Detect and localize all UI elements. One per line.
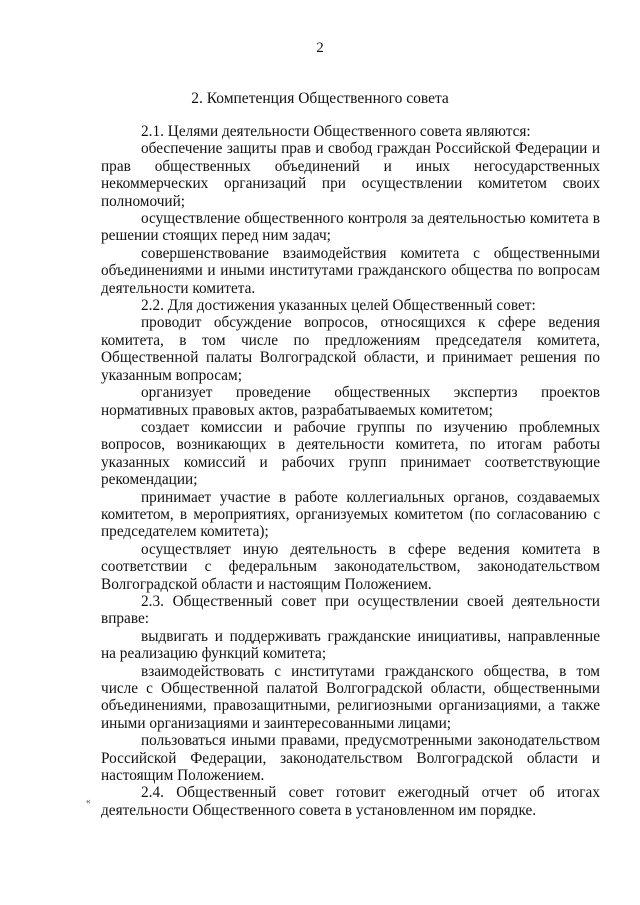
paragraph-other-activity: осуществляет иную деятельность в сфере ведения комитета в соответствии с федеральным законодательством, законодательством Волгоградской области и настоящим Положением.: [101, 540, 600, 593]
paragraph-2-4: 2.4. Общественный совет готовит ежегодный отчет об итогах деятельности Общественного совета в установленном им порядке.: [101, 784, 600, 819]
margin-mark: «: [86, 796, 91, 806]
document-body: [101, 123, 600, 819]
paragraph-2-1: 2.1. Целями деятельности Общественного совета являются:: [141, 123, 531, 140]
paragraph-2-2: 2.2. Для достижения указанных целей Общественный совет:: [141, 297, 536, 315]
paragraph-participation: принимает участие в работе коллегиальных органов, создаваемых комитетом, в мероприятиях, организуемых комитетом (по согласованию с председателем комитета);: [101, 488, 600, 541]
paragraph-goal-interaction: совершенствование взаимодействия комитета с общественными объединениями и иными институтами гражданского общества по вопросам деятельности комитета.: [101, 244, 600, 297]
paragraph-commissions: создает комиссии и рабочие группы по изучению проблемных вопросов, возникающих в деятельности комитета, по итогам работы указанных комиссий и рабочих групп принимает соответствующие рекомендации;: [101, 418, 600, 489]
page-number: 2: [316, 40, 324, 56]
paragraph-expertise: организует проведение общественных экспертиз проектов нормативных правовых актов, разрабатываемых комитетом;: [101, 384, 600, 419]
paragraph-discussion: проводит обсуждение вопросов, относящихся к сфере ведения комитета, в том числе по предложениям председателя комитета, Общественной палаты Волгоградской области, и принимает решения по указанным вопросам;: [101, 314, 600, 384]
paragraph-2-3: 2.3. Общественный совет при осуществлении своей деятельности вправе:: [101, 592, 600, 628]
paragraph-cooperation: взаимодействовать с институтами гражданского общества, в том числе с Общественной палатой Волгоградской области, общественными объединениями, правозащитными, религиозными организациями, а также иными организациями и заинтересованными лицами;: [101, 662, 600, 732]
paragraph-initiatives: выдвигать и поддерживать гражданские инициативы, направленные на реализацию функций комитета;: [101, 627, 600, 663]
paragraph-goal-control: осуществление общественного контроля за деятельностью комитета в решении стоящих перед ним задач;: [101, 210, 600, 245]
section-title: 2. Компетенция Общественного совета: [191, 90, 449, 107]
paragraph-goal-protection: обеспечение защиты прав и свобод граждан Российской Федерации и прав общественных объединений и иных негосударственных некоммерческих организаций при осуществлении комитетом своих полномочий;: [101, 140, 600, 210]
paragraph-other-rights: пользоваться иными правами, предусмотренными законодательством Российской Федерации, законодательством Волгоградской области и настоящим Положением.: [101, 732, 600, 785]
